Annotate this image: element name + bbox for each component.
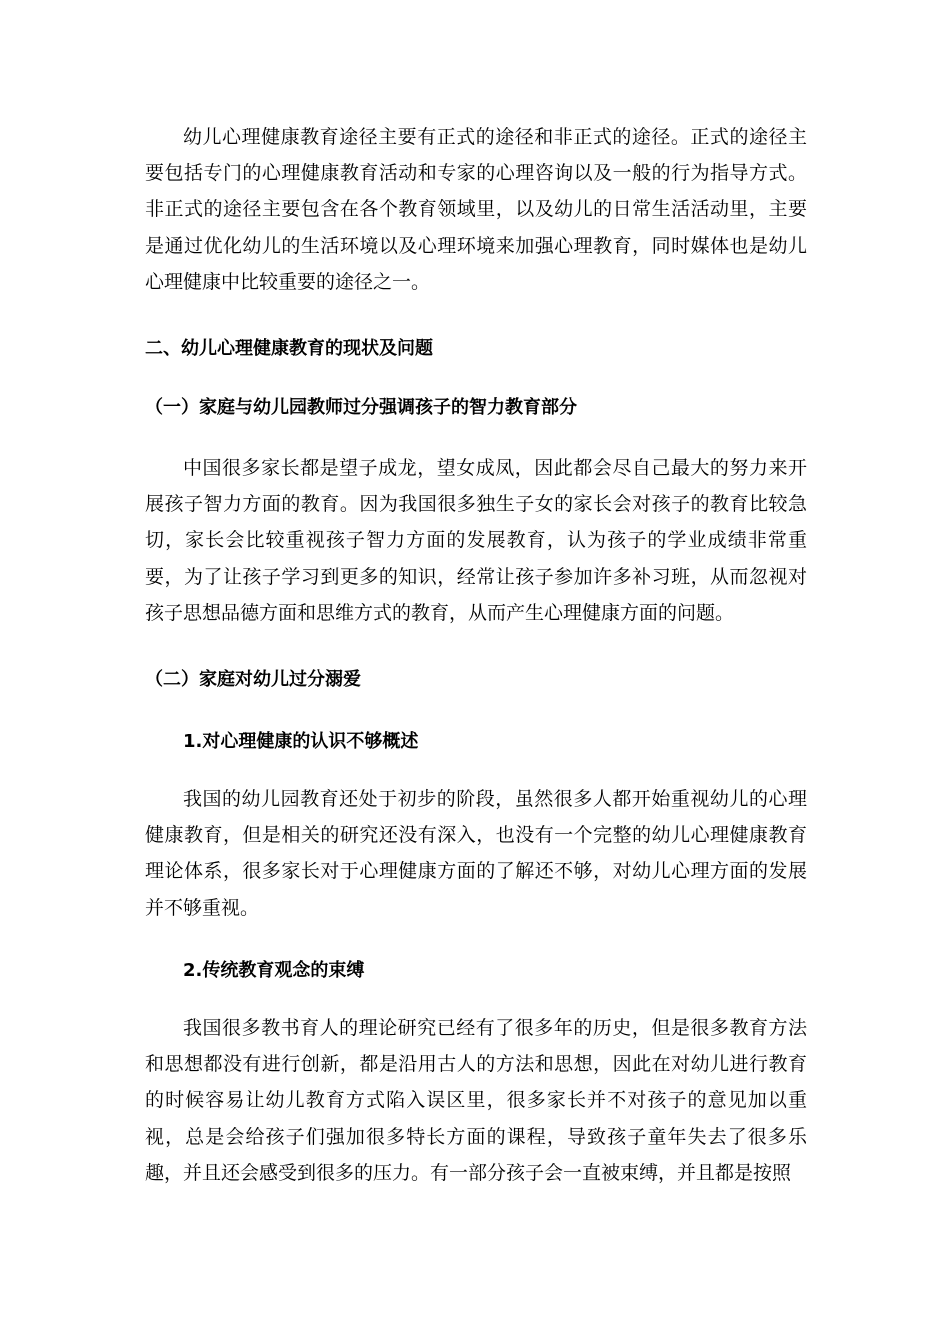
paragraph-intellectual-emphasis: 中国很多家长都是望子成龙，望女成凤，因此都会尽自己最大的努力来开展孩子智力方面的教育。因为我国很多独生子女的家长会对孩子的教育比较急切，家长会比较重视孩子智力方面的发展教育，认为孩子的学业成绩非常重要，为了让孩子学习到更多的知识，经常让孩子参加许多补习班，从而忽视对孩子思想品德方面和思维方式的教育，从而产生心理健康方面的问题。 xyxy=(145,457,807,624)
subsection-title-overindulgence: （二）家庭对幼儿过分溺爱 xyxy=(145,669,361,690)
section-title-status-and-problems: 二、幼儿心理健康教育的现状及问题 xyxy=(145,338,433,359)
paragraph-education-pathways: 幼儿心理健康教育途径主要有正式的途径和非正式的途径。正式的途径主要包括专门的心理健康教育活动和专家的心理咨询以及一般的行为指导方式。非正式的途径主要包含在各个教育领域里，以及幼儿的日常生活活动里，主要是通过优化幼儿的生活环境以及心理环境来加强心理教育，同时媒体也是幼儿心理健康中比较重要的途径之一。 xyxy=(145,126,807,293)
point-title-traditional-concepts: 2.传统教育观念的束缚 xyxy=(183,960,365,981)
subsection-title-intellectual-emphasis: （一）家庭与幼儿园教师过分强调孩子的智力教育部分 xyxy=(145,397,577,418)
paragraph-awareness: 我国的幼儿园教育还处于初步的阶段，虽然很多人都开始重视幼儿的心理健康教育，但是相关的研究还没有深入，也没有一个完整的幼儿心理健康教育理论体系，很多家长对于心理健康方面的了解还不够，对幼儿心理方面的发展并不够重视。 xyxy=(145,788,807,919)
point-title-awareness: 1.对心理健康的认识不够概述 xyxy=(183,731,419,752)
paragraph-traditional-concepts: 我国很多教书育人的理论研究已经有了很多年的历史，但是很多教育方法和思想都没有进行创新，都是沿用古人的方法和思想，因此在对幼儿进行教育的时候容易让幼儿教育方式陷入误区里，很多家长并不对孩子的意见加以重视，总是会给孩子们强加很多特长方面的课程，导致孩子童年失去了很多乐趣，并且还会感受到很多的压力。有一部分孩子会一直被束缚，并且都是按照 xyxy=(145,1017,807,1184)
